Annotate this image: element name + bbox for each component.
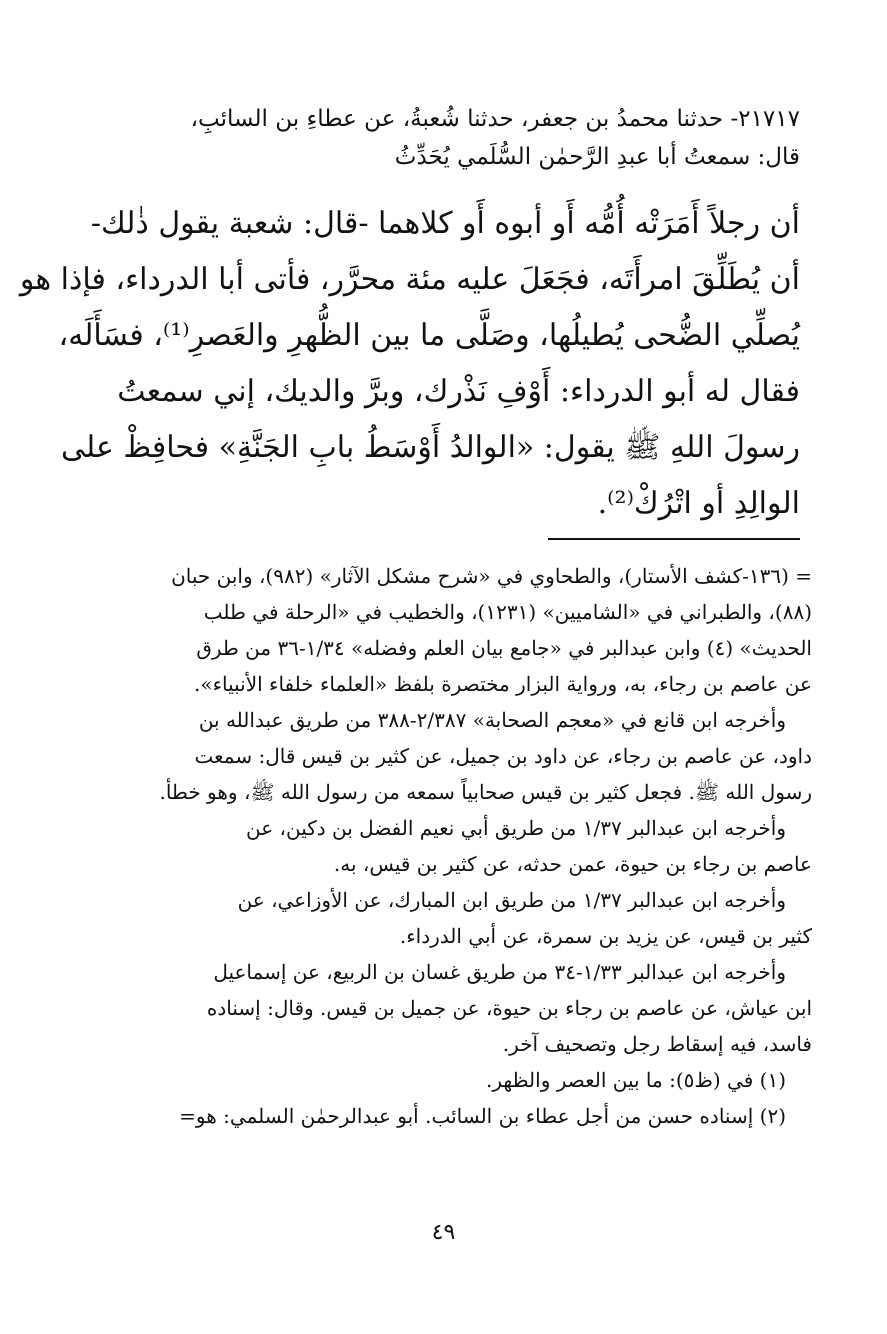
page-number: ٤٩ xyxy=(431,1220,456,1245)
hadith-line-5: رسولَ اللهِ ﷺ يقول: «الوالدُ أَوْسَطُ بابِ الجَنَّةِ» فحافِظْ على xyxy=(61,430,800,465)
footnote-line: رسول الله ﷺ. فجعل كثير بن قيس صحابياً سمعه من رسول الله ﷺ، وهو خطأ. xyxy=(159,780,812,804)
footnote-line: وأخرجه ابن عبدالبر ١/٣٧ من طريق ابن المبارك، عن الأوزاعي، عن xyxy=(237,888,786,912)
hadith-line-3: يُصلِّي الضُّحى يُطيلُها، وصَلَّى ما بين الظُّهرِ والعَصرِ⁽¹⁾، فسَأَلَه، xyxy=(58,318,800,353)
isnad-line-2: قال: سمعتُ أبا عبدِ الرَّحمٰن السُّلَمي يُحَدِّثُ xyxy=(394,144,800,170)
footnote-line: داود، عن عاصم بن رجاء، عن داود بن جميل، عن كثير بن قيس قال: سمعت xyxy=(194,744,812,768)
footnote-line: عن عاصم بن رجاء، به، ورواية البزار مختصرة بلفظ «العلماء خلفاء الأنبياء». xyxy=(194,672,812,696)
footnote-separator xyxy=(548,538,800,540)
footnote-line: كثير بن قيس، عن يزيد بن سمرة، عن أبي الدرداء. xyxy=(399,924,812,948)
footnote-line: ابن عياش، عن عاصم بن رجاء بن حيوة، عن جميل بن قيس. وقال: إسناده xyxy=(206,996,812,1020)
hadith-line-6: الوالِدِ أو اتْرُكْ⁽²⁾. xyxy=(597,486,800,521)
footnote-line: وأخرجه ابن عبدالبر ١/٣٧ من طريق أبي نعيم الفضل بن دكين، عن xyxy=(246,816,786,840)
hadith-text xyxy=(19,196,800,532)
hadith-line-1: أن رجلاً أَمَرَتْه أُمُّه أَو أبوه أَو كلاهما -قال: شعبة يقول ذٰلك- xyxy=(90,206,800,241)
isnad-line-1: ٢١٧١٧- حدثنا محمدُ بن جعفر، حدثنا شُعبةُ، عن عطاءِ بن السائبِ، xyxy=(190,106,800,132)
footnote-line: فاسد، فيه إسقاط رجل وتصحيف آخر. xyxy=(502,1032,812,1056)
footnote-line: وأخرجه ابن عبدالبر ١/٣٣-٣٤ من طريق غسان بن الربيع، عن إسماعيل xyxy=(213,960,786,984)
isnad-chain xyxy=(100,100,800,176)
footnote-2: (٢) إسناده حسن من أجل عطاء بن السائب. أبو عبدالرحمٰن السلمي: هو= xyxy=(179,1104,786,1128)
hadith-line-4: فقال له أبو الدرداء: أَوْفِ نَذْرك، وبرَّ والديك، إني سمعتُ xyxy=(117,374,800,409)
footnote-1: (١) في (ظ٥): ما بين العصر والظهر. xyxy=(486,1068,786,1092)
footnote-line: = (١٣٦-كشف الأستار)، والطحاوي في «شرح مشكل الآثار» (٩٨٢)، وابن حبان xyxy=(171,564,812,588)
footnote-line: وأخرجه ابن قانع في «معجم الصحابة» ٢/٣٨٧-٣٨٨ من طريق عبدالله بن xyxy=(198,708,786,732)
footnote-line: الحديث» (٤) وابن عبدالبر في «جامع بيان العلم وفضله» ١/٣٤-٣٦ من طرق xyxy=(196,636,812,660)
footnote-line: عاصم بن رجاء بن حيوة، عمن حدثه، عن كثير بن قيس، به. xyxy=(333,852,812,876)
footnotes xyxy=(100,558,812,1134)
footnote-line: (٨٨)، والطبراني في «الشاميين» (١٢٣١)، والخطيب في «الرحلة في طلب xyxy=(203,600,812,624)
hadith-line-2: أن يُطَلِّقَ امرأَتَه، فجَعَلَ عليه مئة محرَّر، فأتى أبا الدرداء، فإذا هو xyxy=(19,262,800,297)
